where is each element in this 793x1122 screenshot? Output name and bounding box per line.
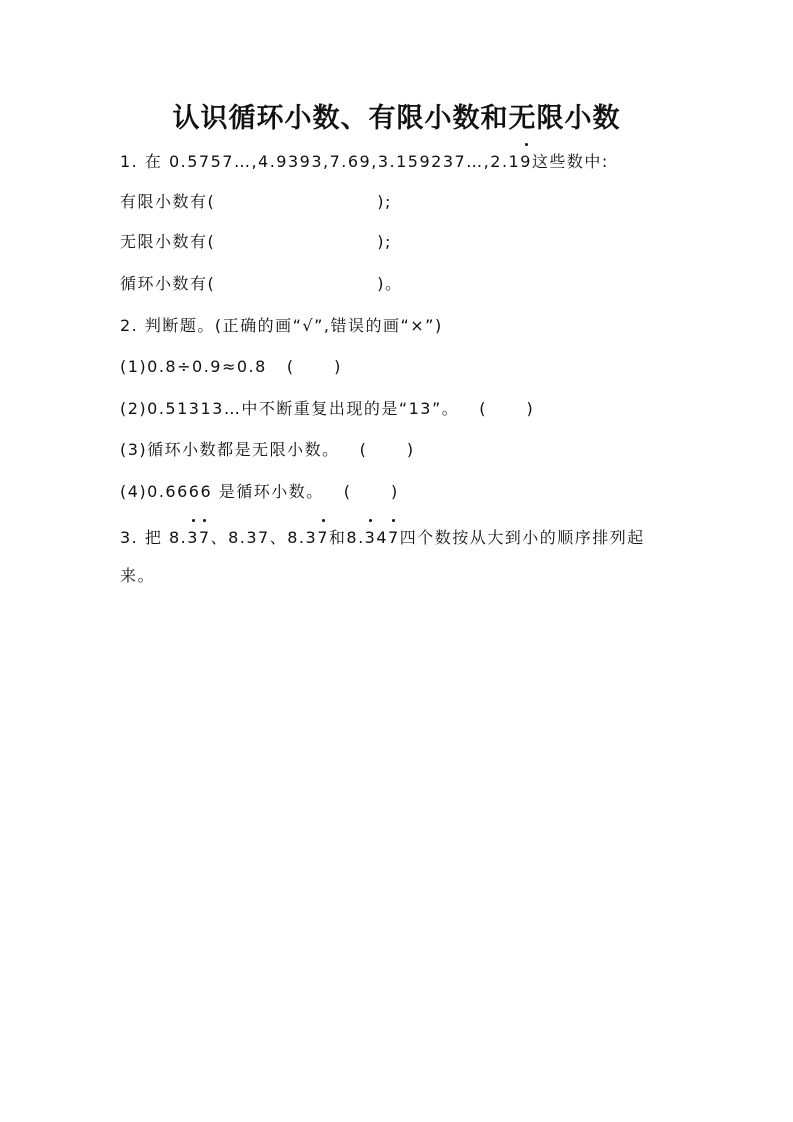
q1-infinite-line: [120, 232, 392, 252]
recurring-dot: [525, 143, 528, 146]
q1-number-5: 2.1 9: [490, 152, 532, 171]
q3-suffix: 四个数按从大到小的顺序排列起: [399, 528, 645, 547]
recurring-dot: [392, 519, 395, 522]
q3-number-d: 8. 34 7: [346, 528, 399, 547]
q2-heading: 2. 判断题。(正确的画“√”,错误的画“×”): [120, 316, 443, 335]
recurring-digit: 9: [520, 152, 532, 172]
recurring-end: )。: [377, 274, 403, 293]
q3-number-a: 8. 3 7: [169, 528, 211, 547]
q2-item-text: (1)0.8÷0.9≈0.8: [120, 357, 267, 376]
q1-prompt: 1. 在 0.5757…,4.9393,7.69,3.159237…,2.1 9这些数中:: [120, 152, 609, 172]
q2-item-text: (2)0.51313…中不断重复出现的是“13”。: [120, 399, 460, 418]
q1-number-4: 3.159237…: [377, 152, 484, 171]
q2-item-2: [120, 399, 534, 419]
q2-item-text: (4)0.6666 是循环小数。: [120, 482, 324, 501]
answer-bracket[interactable]: ( ): [479, 399, 535, 418]
q3-prefix: 3. 把: [120, 528, 163, 547]
answer-bracket[interactable]: ( ): [286, 357, 342, 376]
recurring-dot: [192, 519, 195, 522]
q2-item-text: (3)循环小数都是无限小数。: [120, 440, 340, 459]
q3-prompt: 3. 把 8. 3 7、8.37、8.3 7和8. 34 7四个数按从大到小的顺序排列起: [120, 528, 645, 548]
finite-end: );: [377, 192, 392, 211]
answer-bracket[interactable]: ( ): [359, 440, 415, 459]
recurring-dot: [369, 519, 372, 522]
q1-finite-line: [120, 192, 392, 212]
recurring-label: 循环小数有(: [120, 274, 216, 293]
q3-number-b: 8.37: [228, 528, 270, 547]
q1-prefix: 1. 在: [120, 152, 163, 171]
q1-number-1: 0.5757…: [168, 152, 252, 171]
q1-number-2: 4.9393: [258, 152, 324, 171]
q1-recurring-line: [120, 274, 403, 294]
recurring-dot: [203, 519, 206, 522]
answer-bracket[interactable]: ( ): [343, 482, 399, 501]
finite-label: 有限小数有(: [120, 192, 216, 211]
q3-number-c: 8.3 7: [287, 528, 329, 547]
page-title: 认识循环小数、有限小数和无限小数: [172, 103, 621, 134]
q2-item-4: [120, 482, 399, 502]
infinite-label: 无限小数有(: [120, 232, 216, 251]
q3-line-2: 来。: [120, 566, 156, 585]
q2-item-3: [120, 440, 415, 460]
q1-number-3: 7.69: [329, 152, 372, 171]
recurring-dot: [322, 519, 325, 522]
q2-item-1: [120, 357, 342, 377]
q1-suffix: 这些数中:: [531, 152, 609, 171]
infinite-end: );: [377, 232, 392, 251]
